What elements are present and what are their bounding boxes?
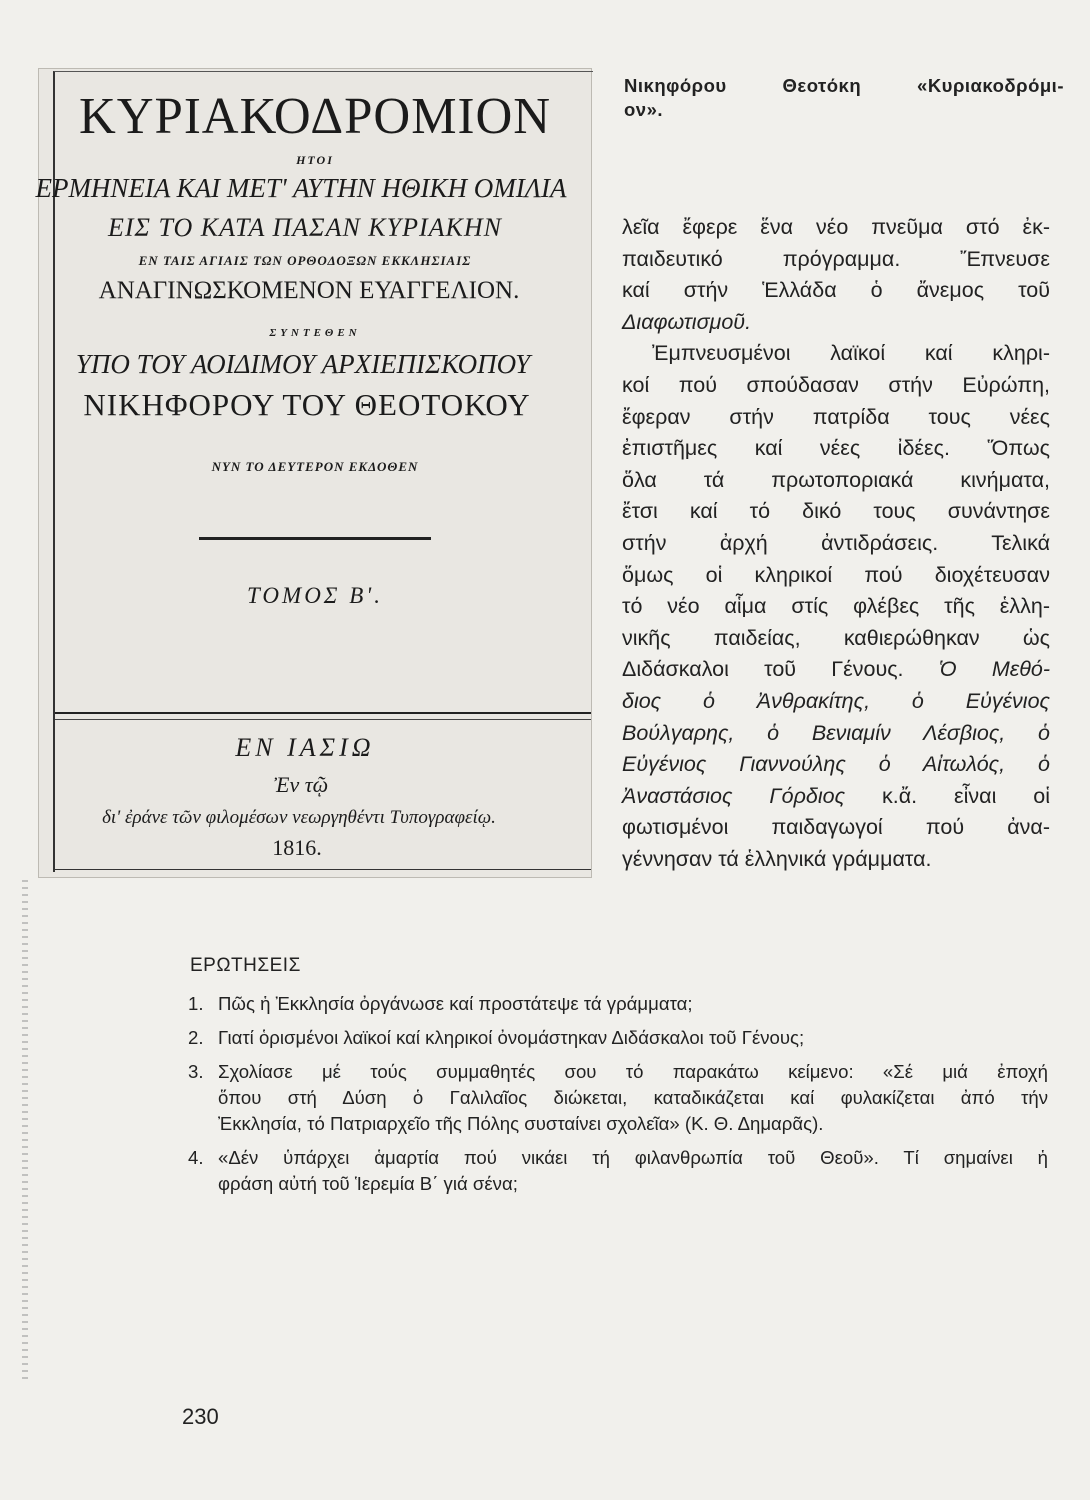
question-text: Πῶς ἡ Ἐκκλησία ὀργάνωσε καί προστάτεψε τά γράμματα; — [218, 993, 693, 1014]
scan-edge-marks — [22, 880, 28, 1380]
title-year: 1816. — [272, 835, 322, 860]
question-number: 1. — [188, 993, 204, 1014]
title-en-to: Ἐν τῷ — [273, 772, 329, 797]
figure-caption — [624, 74, 1064, 122]
title-line-3: ΕΝ ΤΑΙΣ ΑΓΙΑΙΣ ΤΩΝ ΟΡΘΟΔΟΞΩΝ ΕΚΚΛΗΣΙΑΙΣ — [138, 253, 472, 268]
body-line: ἔτσι καί τό δικό τους συνάντησε — [622, 499, 1050, 524]
body-line: ἐπιστῆμες καί νέες ἰδέες. Ὅπως — [622, 436, 1050, 461]
body-line: γέννησαν τά ἑλληνικά γράμματα. — [622, 846, 932, 871]
body-line: κοί πού σπούδασαν στήν Εὐρώπη, — [622, 372, 1050, 397]
body-line — [622, 781, 1050, 813]
body-line: Εὐγένιος Γιαννούλης ὁ Αἰτωλός, ὁ — [622, 752, 1050, 777]
title-divider-short — [199, 537, 431, 540]
title-volume: ΤΟΜΟΣ Β'. — [247, 583, 383, 608]
title-author: ΝΙΚΗΦΟΡΟΥ ΤΟΥ ΘΕΟΤΟΚΟΥ — [83, 387, 531, 422]
question-text: ὅπου στή Δύση ὁ Γαλιλαῖος διώκεται, καταδικάζεται καί φυλακίζεται ἀπό τήν — [218, 1087, 1048, 1108]
body-text — [622, 212, 1050, 875]
title-syntethen: ΣΥΝΤΕΘΕΝ — [269, 327, 361, 339]
title-bottom-rule — [55, 869, 591, 870]
body-line-part-italic: Ἀναστάσιος Γόρδιος — [622, 783, 846, 808]
title-divider-long-thin — [55, 719, 591, 720]
question-number: 2. — [188, 1027, 204, 1048]
book-title: ΚΥΡΙΑΚΟΔΡΟΜΙΟΝ — [78, 88, 552, 145]
body-line: στήν ἀρχή ἀντιδράσεις. Τελικά — [622, 530, 1050, 555]
title-line-5: ΥΠΟ ΤΟΥ ΑΟΙΔΙΜΟΥ ΑΡΧΙΕΠΙΣΚΟΠΟΥ — [75, 349, 531, 379]
caption-line-1: Νικηφόρου Θεοτόκη «Κυριακοδρόμι- — [624, 75, 1064, 96]
question-text: φράση αὐτή τοῦ Ἱερεμία Β΄ γιά σένα; — [218, 1173, 518, 1194]
question-text: Σχολίασε μέ τούς συμμαθητές σου τό παρακάτω κείμενο: «Σέ μιά ἐποχή — [218, 1061, 1048, 1082]
title-edition: ΝΥΝ ΤΟ ΔΕΥΤΕΡΟΝ ΕΚΔΟΘΕΝ — [211, 459, 419, 474]
body-line — [622, 654, 1050, 686]
title-line-1: ΕΡΜΗΝΕΙΑ ΚΑΙ ΜΕΤ' ΑΥΤΗΝ ΗΘΙΚΗ ΟΜΙΛΙΑ — [35, 173, 567, 203]
body-line-part: Διδάσκαλοι τοῦ Γένους. — [622, 657, 904, 682]
question-number: 3. — [188, 1061, 204, 1082]
question-item — [188, 1025, 1048, 1051]
question-item — [188, 1145, 1048, 1197]
title-press: δι' ἐράνε τῶν φιλομέσων νεωργηθέντι Τυπογραφείῳ. — [102, 807, 496, 828]
body-line: διος ὁ Ἀνθρακίτης, ὁ Εὐγένιος — [622, 688, 1050, 713]
question-number: 4. — [188, 1147, 204, 1168]
question-text: Γιατί ὁρισμένοι λαϊκοί καί κληρικοί ὀνομάστηκαν Διδάσκαλοι τοῦ Γένους; — [218, 1027, 805, 1048]
caption-line-2: ον». — [624, 99, 664, 120]
title-line-2: ΕΙΣ ΤΟ ΚΑΤΑ ΠΑΣΑΝ ΚΥΡΙΑΚΗΝ — [108, 213, 502, 242]
body-line: καί στήν Ἑλλάδα ὁ ἄνεμος τοῦ — [622, 278, 1050, 303]
body-line-part-italic: Ὁ Μεθό- — [938, 657, 1050, 682]
question-text: Ἐκκλησία, τό Πατριαρχεῖο τῆς Πόλης συσταίνει σχολεῖα» (Κ. Θ. Δημαρᾶς). — [218, 1113, 824, 1134]
question-text: «Δέν ὑπάρχει ἁμαρτία πού νικάει τή φιλανθρωπία τοῦ Θεοῦ». Τί σημαίνει ἡ — [218, 1147, 1048, 1168]
body-line: τό νέο αἷμα στίς φλέβες τῆς ἑλλη- — [622, 594, 1050, 619]
title-divider-long — [55, 712, 591, 714]
title-itoi: ΗΤΟΙ — [296, 153, 334, 167]
body-line: Βούλγαρης, ὁ Βενιαμίν Λέσβιος, ὁ — [622, 720, 1050, 745]
body-line: ἔφεραν στήν πατρίδα τους νέες — [622, 404, 1050, 429]
title-line-4: ΑΝΑΓΙΝΩΣΚΟΜΕΝΟΝ ΕΥΑΓΓΕΛΙΟΝ. — [98, 277, 520, 304]
body-line: λεῖα ἔφερε ἕνα νέο πνεῦμα στό ἐκ- — [622, 215, 1050, 239]
body-line: Διαφωτισμοῦ. — [622, 309, 752, 334]
body-line: Ἐμπνευσμένοι λαϊκοί καί κληρι- — [652, 341, 1050, 366]
page-number: 230 — [182, 1404, 219, 1429]
body-line: ὅμως οἱ κληρικοί πού διοχέτευσαν — [622, 562, 1050, 587]
title-place: ΕΝ ΙΑΣΙΩ — [235, 733, 375, 762]
questions-heading: ΕΡΩΤΗΣΕΙΣ — [190, 955, 301, 976]
title-page-image — [35, 68, 592, 878]
body-line-part: κ.ἄ. εἶναι οἱ — [881, 783, 1050, 808]
body-line: φωτισμένοι παιδαγωγοί πού ἀνα- — [622, 815, 1050, 840]
body-line: παιδευτικό πρόγραμμα. Ἔπνευσε — [622, 246, 1050, 271]
question-item — [188, 1059, 1048, 1137]
body-line: ὅλα τά πρωτοποριακά κινήματα, — [622, 467, 1050, 492]
questions-list — [188, 991, 1048, 1205]
question-item — [188, 991, 1048, 1017]
body-line: νικῆς παιδείας, καθιερώθηκαν ὡς — [622, 625, 1050, 650]
